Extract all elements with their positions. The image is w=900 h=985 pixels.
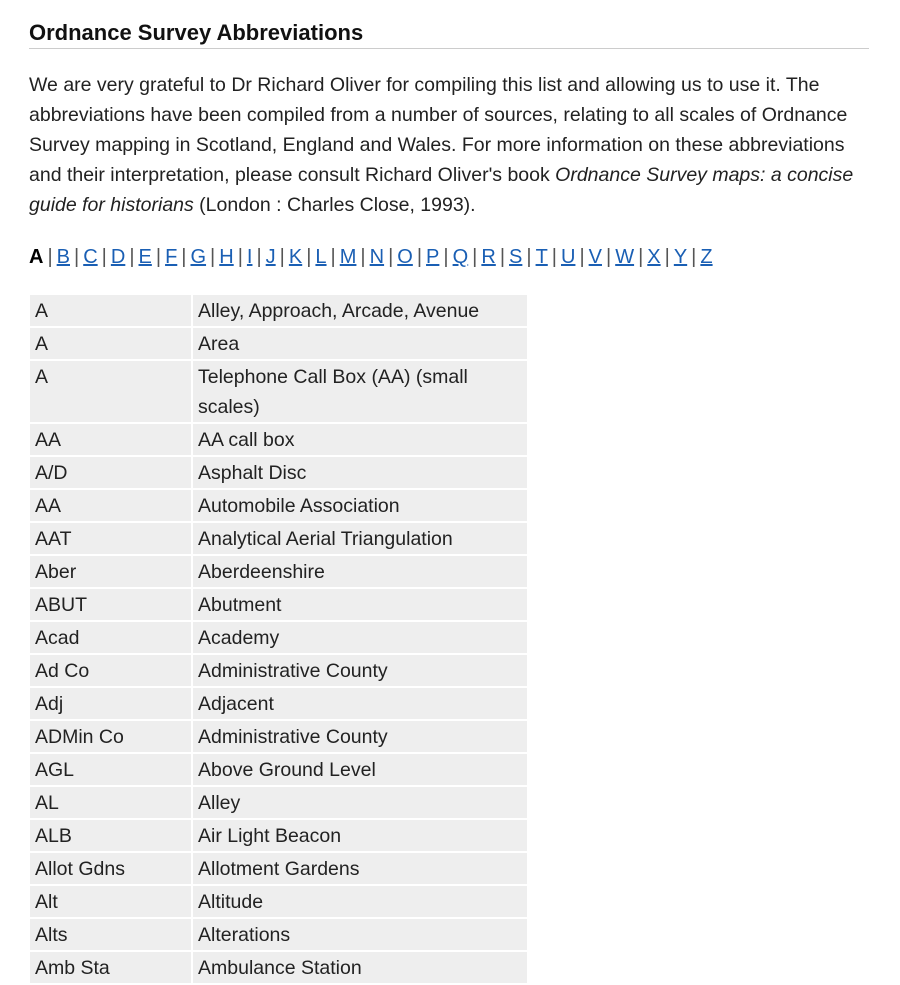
alphabet-link-n[interactable]: N — [369, 246, 385, 268]
alphabet-nav-separator: | — [279, 246, 285, 268]
alphabet-nav-separator: | — [306, 246, 312, 268]
table-row — [30, 424, 527, 455]
alphabet-nav-separator: | — [551, 246, 557, 268]
meaning-cell: Abutment — [193, 589, 527, 620]
intro-book-title: Ordnance Survey maps: a concise guide for historians — [29, 164, 854, 216]
abbreviation-cell: AA — [30, 490, 191, 521]
alphabet-nav-separator: | — [101, 246, 107, 268]
abbreviation-cell: Aber — [30, 556, 191, 587]
table-row — [30, 886, 527, 917]
table-row — [30, 490, 527, 521]
alphabet-nav-separator: | — [691, 246, 697, 268]
table-row — [30, 361, 527, 422]
meaning-cell: Air Light Beacon — [193, 820, 527, 851]
meaning-cell: Administrative County — [193, 721, 527, 752]
abbreviation-cell: AA — [30, 424, 191, 455]
meaning-cell: Alterations — [193, 919, 527, 950]
abbreviation-cell: ADMin Co — [30, 721, 191, 752]
alphabet-link-s[interactable]: S — [509, 246, 523, 268]
table-row — [30, 919, 527, 950]
meaning-cell: Area — [193, 328, 527, 359]
alphabet-nav-separator: | — [210, 246, 216, 268]
table-row — [30, 589, 527, 620]
table-row — [30, 688, 527, 719]
table-row — [30, 721, 527, 752]
table-row — [30, 622, 527, 653]
alphabet-nav-separator: | — [664, 246, 670, 268]
abbreviations-table-body — [30, 295, 527, 983]
meaning-cell: Above Ground Level — [193, 754, 527, 785]
alphabet-link-b[interactable]: B — [56, 246, 70, 268]
meaning-cell: AA call box — [193, 424, 527, 455]
alphabet-nav-separator: | — [638, 246, 644, 268]
table-row — [30, 523, 527, 554]
alphabet-link-p[interactable]: P — [426, 246, 440, 268]
abbreviation-cell: A — [30, 328, 191, 359]
alphabet-link-h[interactable]: H — [219, 246, 234, 268]
alphabet-link-k[interactable]: K — [288, 246, 303, 268]
table-row — [30, 853, 527, 884]
meaning-cell: Altitude — [193, 886, 527, 917]
abbreviation-cell: A — [30, 361, 191, 422]
alphabet-nav-separator: | — [181, 246, 187, 268]
alphabet-nav-separator: | — [74, 246, 80, 268]
abbreviation-cell: Alt — [30, 886, 191, 917]
abbreviation-cell: Acad — [30, 622, 191, 653]
alphabet-nav-separator: | — [47, 246, 53, 268]
alphabet-nav-separator: | — [256, 246, 262, 268]
intro-text: We are very grateful to Dr Richard Oliver for compiling this list and allowing us to use it. The abbreviations have been compiled from a number of sources, relating to all scales of Ordnance Survey mapping in Scotland, England and Wales. For more information on these abbreviations and their interpretation, please consult Richard Oliver's book — [29, 74, 848, 186]
alphabet-link-d[interactable]: D — [110, 246, 126, 268]
table-row — [30, 295, 527, 326]
abbreviation-cell: AGL — [30, 754, 191, 785]
alphabet-link-m[interactable]: M — [339, 246, 357, 268]
alphabet-nav-separator: | — [388, 246, 394, 268]
alphabet-nav-separator: | — [499, 246, 506, 268]
abbreviation-cell: Alts — [30, 919, 191, 950]
table-row — [30, 556, 527, 587]
alphabet-nav-separator: | — [129, 246, 135, 268]
table-row — [30, 787, 527, 818]
meaning-cell: Ambulance Station — [193, 952, 527, 983]
alphabet-nav-separator: | — [360, 246, 366, 268]
intro-suffix: (London : Charles Close, 1993). — [193, 194, 476, 216]
meaning-cell: Administrative County — [193, 655, 527, 686]
alphabet-nav-current: A — [29, 246, 44, 268]
table-row — [30, 655, 527, 686]
meaning-cell: Automobile Association — [193, 490, 527, 521]
alphabet-link-l[interactable]: L — [315, 246, 327, 268]
alphabet-link-q[interactable]: Q — [452, 246, 469, 268]
alphabet-nav-separator: | — [579, 246, 585, 268]
abbreviation-cell: Ad Co — [30, 655, 191, 686]
abbreviation-cell: Adj — [30, 688, 191, 719]
page-title: Ordnance Survey Abbreviations — [29, 19, 869, 49]
alphabet-nav-separator: | — [526, 246, 532, 268]
table-row — [30, 328, 527, 359]
alphabet-link-e[interactable]: E — [138, 246, 152, 268]
table-row — [30, 457, 527, 488]
alphabet-link-r[interactable]: R — [481, 246, 496, 268]
alphabet-nav-separator: | — [443, 246, 449, 268]
table-row — [30, 820, 527, 851]
meaning-cell: Telephone Call Box (AA) (small scales) — [193, 361, 527, 422]
meaning-cell: Alley — [193, 787, 527, 818]
alphabet-link-c[interactable]: C — [83, 246, 98, 268]
meaning-cell: Analytical Aerial Triangulation — [193, 523, 527, 554]
alphabet-link-z[interactable]: Z — [700, 246, 713, 268]
alphabet-nav — [29, 242, 869, 272]
abbreviation-cell: AAT — [30, 523, 191, 554]
abbreviation-cell: Amb Sta — [30, 952, 191, 983]
alphabet-link-v[interactable]: V — [588, 246, 602, 268]
alphabet-nav-separator: | — [472, 246, 478, 268]
alphabet-nav-separator: | — [605, 246, 612, 268]
alphabet-nav-separator: | — [416, 246, 423, 268]
alphabet-nav-separator: | — [155, 246, 162, 268]
alphabet-link-i[interactable]: I — [246, 246, 253, 268]
alphabet-link-u[interactable]: U — [560, 246, 576, 268]
alphabet-link-f[interactable]: F — [165, 246, 178, 268]
meaning-cell: Asphalt Disc — [193, 457, 527, 488]
abbreviation-cell: Allot Gdns — [30, 853, 191, 884]
alphabet-link-w[interactable]: W — [615, 246, 635, 268]
abbreviation-cell: ABUT — [30, 589, 191, 620]
abbreviation-cell: A/D — [30, 457, 191, 488]
meaning-cell: Allotment Gardens — [193, 853, 527, 884]
alphabet-link-x[interactable]: X — [647, 246, 661, 268]
meaning-cell: Adjacent — [193, 688, 527, 719]
alphabet-nav-separator: | — [237, 246, 243, 268]
meaning-cell: Alley, Approach, Arcade, Avenue — [193, 295, 527, 326]
abbreviation-cell: ALB — [30, 820, 191, 851]
meaning-cell: Academy — [193, 622, 527, 653]
alphabet-link-j[interactable]: J — [265, 246, 276, 268]
abbreviation-cell: A — [30, 295, 191, 326]
meaning-cell: Aberdeenshire — [193, 556, 527, 587]
table-row — [30, 952, 527, 983]
alphabet-link-y[interactable]: Y — [673, 246, 688, 268]
intro-paragraph — [29, 70, 869, 220]
alphabet-nav-separator: | — [330, 246, 336, 268]
abbreviations-table — [28, 293, 529, 985]
alphabet-link-g[interactable]: G — [190, 246, 207, 268]
alphabet-link-t[interactable]: T — [535, 246, 548, 268]
page-content — [29, 0, 869, 985]
table-row — [30, 754, 527, 785]
alphabet-link-o[interactable]: O — [397, 246, 413, 268]
abbreviation-cell: AL — [30, 787, 191, 818]
